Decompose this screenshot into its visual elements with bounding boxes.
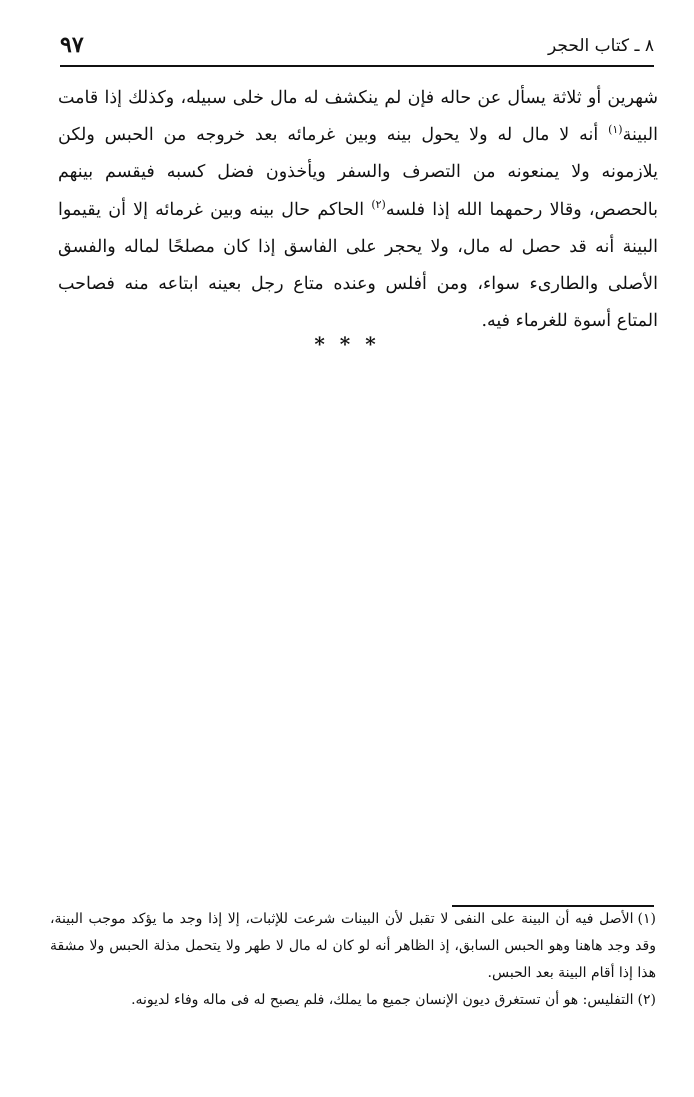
- footnote-number: (٢): [637, 992, 656, 1008]
- footnote-number: (١): [637, 911, 656, 927]
- page-number: ٩٧: [60, 32, 84, 58]
- footnote-text: الأصل فيه أن البينة على النفى لا تقبل لأن البينات شرعت للإثبات، إلا إذا وجد ما يؤكد موجب البينة، وقد وجد هاهنا وهو الحبس السابق، إذ الظاهر أنه لو كان له مال لا طهر ولا يتحمل مذلة الحبس ولا مشقة هذا إذا أقام البينة بعد الحبس.: [50, 911, 656, 981]
- footnote-2: [50, 987, 656, 1014]
- footnote-ref-2: (٢): [371, 197, 386, 211]
- section-separator: * * *: [314, 332, 380, 356]
- paragraph: [58, 80, 658, 340]
- footnote-ref-1: (١): [608, 123, 623, 137]
- text-segment: أنه لا مال له ولا يحول بينه وبين غرمائه بعد خروجه من الحبس ولكن يلازمونه ولا يمنعونه من التصرف والسفر ويأخذون فضل كسبه فيقسم بينهم بالحصص، وقالا رحمهما الله إذا فلسه: [58, 125, 658, 220]
- footnotes: [50, 906, 656, 1014]
- page-header: [60, 30, 654, 64]
- main-text: [58, 80, 658, 340]
- running-title: ٨ ـ كتاب الحجر: [548, 36, 654, 56]
- footnote-1: [50, 906, 656, 987]
- text-segment: شهرين أو ثلاثة يسأل عن حاله فإن لم ينكشف له مال خلى سبيله، وكذلك إذا قامت البينة: [58, 88, 658, 146]
- header-rule: [60, 65, 654, 67]
- text-segment: الحاكم حال بينه وبين غرمائه إلا أن يقيموا البينة أنه قد حصل له مال، ولا يحجر على الفاسق إذا كان مصلحًا لماله والفسق الأصلى والطارىء سواء، ومن أفلس وعنده متاع رجل بعينه ابتاعه منه فصاحب المتاع أسوة للغرماء فيه.: [58, 199, 658, 332]
- footnote-text: التفليس: هو أن تستغرق ديون الإنسان جميع ما يملك، فلم يصبح له فى ماله وفاء لديونه.: [131, 992, 634, 1008]
